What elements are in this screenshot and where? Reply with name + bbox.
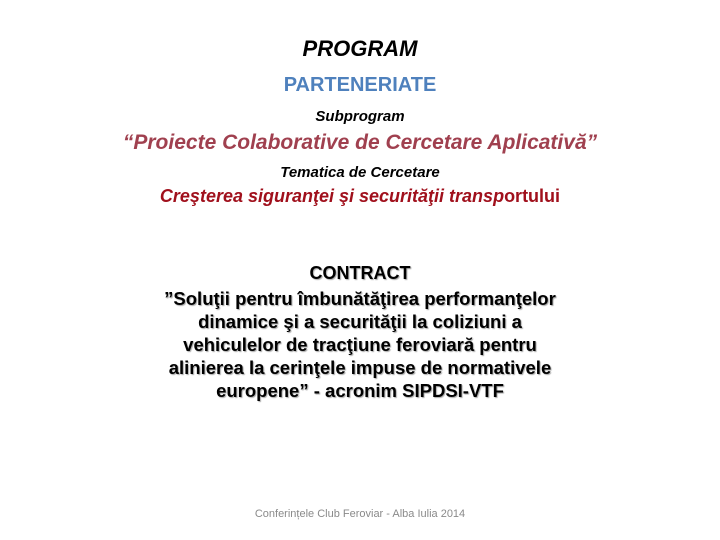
contract-line: dinamice şi a securităţii la coliziuni a: [198, 311, 522, 332]
tematica-title-italic: Creşterea siguranţei şi securităţii transp: [159, 186, 505, 206]
tematica-title: [0, 186, 720, 207]
subprogram-name: “Proiecte Colaborative de Cercetare Aplicativă”: [122, 131, 598, 154]
program-heading: PROGRAM: [302, 36, 418, 61]
tematica-label: Tematica de Cercetare: [280, 164, 440, 181]
footer-text: Conferințele Club Feroviar - Alba Iulia 2014: [254, 508, 466, 520]
contract-line: ”Soluţii pentru îmbunătăţirea performanţelor: [164, 288, 556, 309]
program-name: PARTENERIATE: [283, 74, 437, 96]
tematica-title-upright: ortului: [504, 186, 561, 206]
contract-title: CONTRACT: [309, 263, 411, 283]
contract-line: europene” - acronim SIPDSI-VTF: [216, 380, 504, 401]
subprogram-label: Subprogram: [315, 108, 405, 125]
contract-block: [100, 262, 620, 402]
contract-line: vehiculelor de tracţiune feroviară pentru: [183, 334, 537, 355]
contract-line: alinierea la cerinţele impuse de normativele: [168, 357, 552, 378]
